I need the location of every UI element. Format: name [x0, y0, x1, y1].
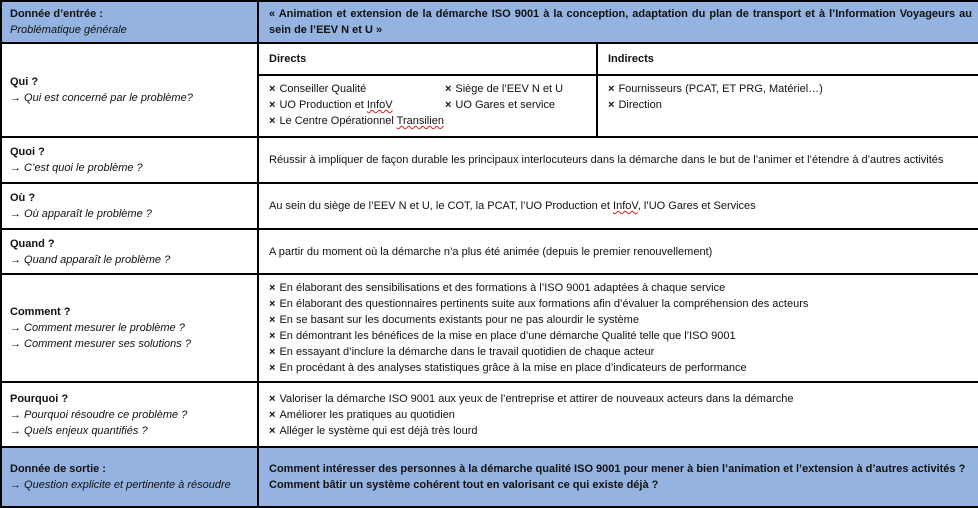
output-value: [258, 447, 978, 507]
qui-label-cell: [1, 43, 258, 137]
comment-item: × En démontrant les bénéfices de la mise en place d’une démarche Qualité telle que l’ISO 9001: [269, 328, 972, 344]
quand-label-cell: [1, 229, 258, 274]
direct-item: × UO Gares et service: [445, 97, 590, 113]
pourquoi-label: Pourquoi ?: [10, 392, 69, 405]
indirects-cell: [597, 75, 978, 137]
input-row: [1, 1, 978, 43]
direct-item: × Le Centre Opérationnel Transilien: [269, 113, 445, 129]
output-question: Comment intéresser des personnes à la démarche qualité ISO 9001 pour mener à bien l’animation et l’extension à d’autres activités ?: [269, 463, 966, 475]
comment-item: × En essayant d’inclure la démarche dans le travail quotidien de chaque acteur: [269, 344, 972, 360]
comment-item: × En élaborant des questionnaires pertinents suite aux formations afin d’évaluer la compréhension des acteurs: [269, 296, 972, 312]
quoi-sub: → C’est quoi le problème ?: [10, 162, 143, 174]
qui-sub: → Qui est concerné par le problème?: [10, 92, 193, 104]
ou-value: Au sein du siège de l’EEV N et U, le COT, la PCAT, l’UO Production et InfoV, l’UO Gares et Services: [258, 183, 978, 229]
ou-sub: → Où apparaît le problème ?: [10, 208, 152, 220]
comment-sub: → Comment mesurer ses solutions ?: [10, 338, 191, 350]
output-question: Comment bâtir un système cohérent tout en valorisant ce qui existe déjà ?: [269, 479, 659, 491]
pourquoi-row: [1, 382, 978, 447]
input-label: Donnée d’entrée :: [10, 8, 103, 20]
direct-item: × Siège de l’EEV N et U: [445, 81, 590, 97]
quoi-label-cell: [1, 137, 258, 183]
pourquoi-sub: → Pourquoi résoudre ce problème ?: [10, 408, 188, 421]
directs-col1: [269, 81, 445, 129]
pourquoi-label-cell: [1, 382, 258, 447]
quand-value: A partir du moment où la démarche n’a plus été animée (depuis le premier renouvellement): [258, 229, 978, 274]
directs-header: Directs: [258, 43, 597, 75]
comment-item: × En élaborant des sensibilisations et des formations à l’ISO 9001 adaptées à chaque service: [269, 280, 972, 296]
qui-header-row: [1, 43, 978, 75]
indirect-item: × Direction: [608, 97, 972, 113]
comment-item: × En se basant sur les documents existants pour ne pas alourdir le système: [269, 312, 972, 328]
quand-label: Quand ?: [10, 237, 55, 250]
ou-label-cell: [1, 183, 258, 229]
output-sub: → Question explicite et pertinente à résoudre: [10, 479, 231, 491]
quand-row: [1, 229, 978, 274]
pourquoi-sub: → Quels enjeux quantifiés ?: [10, 424, 148, 437]
direct-item: × UO Production et InfoV: [269, 97, 445, 113]
comment-row: [1, 274, 978, 382]
comment-label-cell: [1, 274, 258, 382]
quand-sub: → Quand apparaît le problème ?: [10, 253, 171, 266]
directs-col2: [445, 81, 590, 129]
input-label-cell: [1, 1, 258, 43]
direct-item: × Conseiller Qualité: [269, 81, 445, 97]
comment-label: Comment ?: [10, 306, 71, 318]
pourquoi-item: × Valoriser la démarche ISO 9001 aux yeux de l’entreprise et attirer de nouveaux acteurs dans la démarche: [269, 391, 972, 407]
quoi-value: Réussir à impliquer de façon durable les principaux interlocuteurs dans la démarche dans le but de l’animer et l’étendre à d’autres activités: [258, 137, 978, 183]
qui-label: Qui ?: [10, 76, 39, 88]
output-label: Donnée de sortie :: [10, 463, 106, 475]
comment-item: × En procédant à des analyses statistiques grâce à la mise en place d’indicateurs de performance: [269, 360, 972, 376]
pourquoi-item: × Améliorer les pratiques au quotidien: [269, 407, 972, 423]
comment-list: [258, 274, 978, 382]
comment-sub: → Comment mesurer le problème ?: [10, 322, 185, 334]
pourquoi-list: [258, 382, 978, 447]
input-value: « Animation et extension de la démarche ISO 9001 à la conception, adaptation du plan de transport et à l’Information Voyageurs au sein de l’EEV N et U »: [258, 1, 978, 43]
indirect-item: × Fournisseurs (PCAT, ET PRG, Matériel…): [608, 81, 972, 97]
ou-row: [1, 183, 978, 229]
indirects-header: Indirects: [597, 43, 978, 75]
pourquoi-item: × Alléger le système qui est déjà très lourd: [269, 423, 972, 439]
directs-cell: [258, 75, 597, 137]
output-label-cell: [1, 447, 258, 507]
ou-label: Où ?: [10, 192, 36, 204]
input-sub: Problématique générale: [10, 24, 127, 36]
quoi-label: Quoi ?: [10, 146, 45, 158]
output-row: [1, 447, 978, 507]
quoi-row: [1, 137, 978, 183]
